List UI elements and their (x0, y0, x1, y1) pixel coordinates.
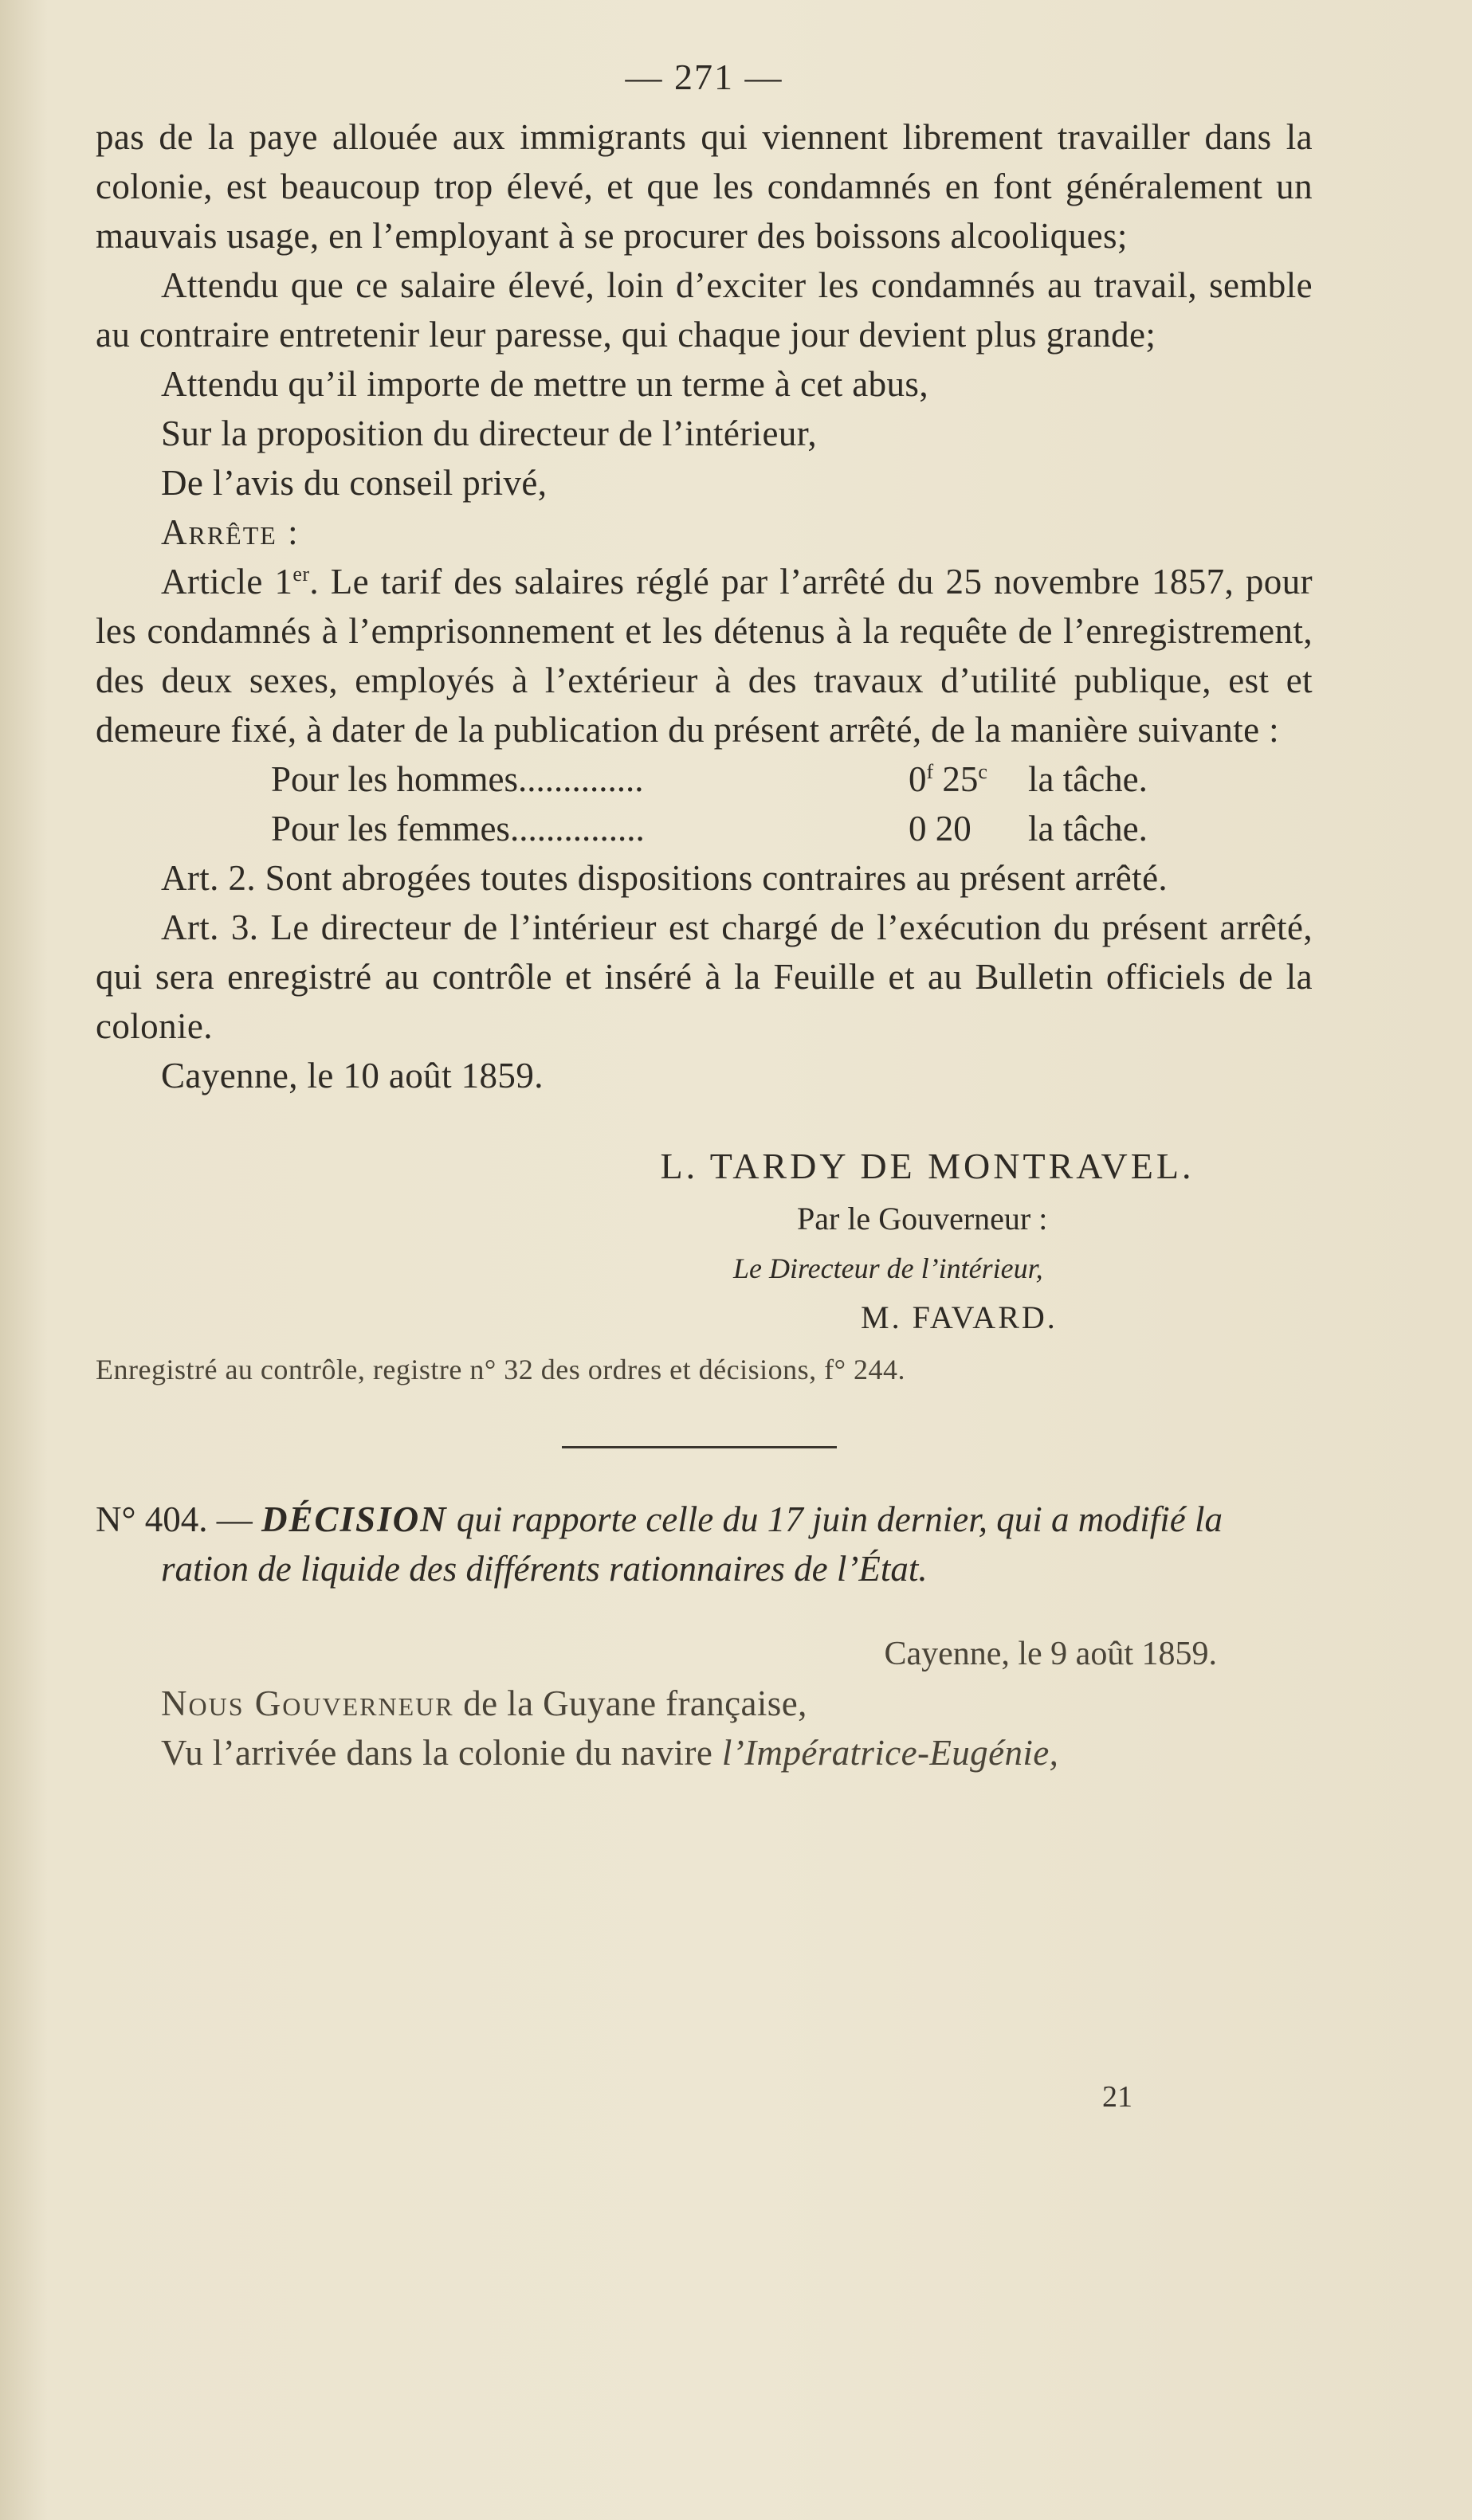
section-divider (562, 1446, 837, 1448)
tarif-table (96, 754, 1313, 853)
decision-number: N° 404. — (96, 1499, 261, 1539)
page-number: — 271 — (625, 57, 783, 97)
article-2: Art. 2. Sont abrogées toutes dispositions contraires au présent arrêté. (161, 858, 1168, 898)
place-date: Cayenne, le 10 août 1859. (161, 1056, 544, 1095)
article-1-sup: er (292, 562, 310, 586)
tarif-amount: 0$^f$ 25$^c$ (909, 759, 987, 799)
article-1-text: . Le tarif des salaires réglé par l’arrêté du 25 novembre 1857, pour les condamnés à l’emprisonnement et les détenus à la requête de l’enregistrement, des deux sexes, employés à l’extérieur à des travaux d’utilité publique, est et demeure fixé, à dater de la publication du présent arrêté, de la manière suivante : (96, 562, 1313, 750)
decision-heading (96, 1495, 1313, 1593)
decision-title: DÉCISION (261, 1499, 448, 1539)
nous-rest: de la Guyane française, (453, 1683, 807, 1723)
paragraph-continuation: pas de la paye allouée aux immigrants qui viennent librement travailler dans la colonie, est beaucoup trop élevé, et que les condamnés en font généralement un mauvais usage, en l’employant à se procurer des boissons alcooliques; (96, 117, 1313, 256)
article-3: Art. 3. Le directeur de l’intérieur est chargé de l’exécution du présent arrêté, qui sera enregistré au contrôle et inséré à la Feuille et au Bulletin officiels de la colonie. (96, 907, 1313, 1046)
paragraph-avis: De l’avis du conseil privé, (161, 463, 548, 503)
paragraph-attendu-salaire: Attendu que ce salaire élevé, loin d’exciter les condamnés au travail, semble au contraire entretenir leur paresse, qui chaque jour devient plus grande; (96, 265, 1313, 355)
vu-text: Vu l’arrivée dans la colonie du navire (161, 1733, 722, 1773)
tarif-label: Pour les hommes.............. (271, 759, 644, 799)
arrete-label: Arrête : (161, 512, 300, 552)
paragraph-nous (96, 1679, 1313, 1728)
vu-ship-name: l’Impératrice-Eugénie, (721, 1733, 1059, 1773)
paragraph-proposition: Sur la proposition du directeur de l’intérieur, (161, 413, 818, 453)
signature-governor: L. TARDY DE MONTRAVEL. (660, 1146, 1195, 1186)
paragraph-attendu-abus: Attendu qu’il importe de mettre un terme à cet abus, (161, 364, 928, 404)
decision-date: Cayenne, le 9 août 1859. (884, 1636, 1217, 1672)
signature-par-le-gouverneur: Par le Gouverneur : (797, 1201, 1048, 1236)
paragraph-vu (96, 1728, 1313, 1777)
tarif-row-femmes (96, 804, 1313, 853)
article-1 (96, 557, 1313, 754)
tarif-row-hommes (96, 754, 1313, 804)
decision-subject: qui rapporte celle du 17 juin dernier, qui a modifié la ration de liquide des différents rationnaires de l’État. (161, 1499, 1223, 1589)
registration-note: Enregistré au contrôle, registre n° 32 des ordres et décisions, f° 244. (96, 1354, 906, 1385)
signature-directeur-title: Le Directeur de l’intérieur, (733, 1252, 1043, 1284)
tarif-unit: la tâche. (1028, 759, 1148, 799)
sheet-number: 21 (1102, 2080, 1132, 2114)
nous-gouverneur-label: Nous Gouverneur (161, 1683, 454, 1723)
tarif-unit: la tâche. (1028, 809, 1148, 848)
article-1-number: Article 1 (161, 562, 293, 602)
tarif-label: Pour les femmes............... (271, 809, 645, 848)
arrete-heading (96, 508, 1313, 557)
signature-name: M. FAVARD. (861, 1299, 1058, 1335)
tarif-amount: 0 20 (909, 809, 972, 848)
